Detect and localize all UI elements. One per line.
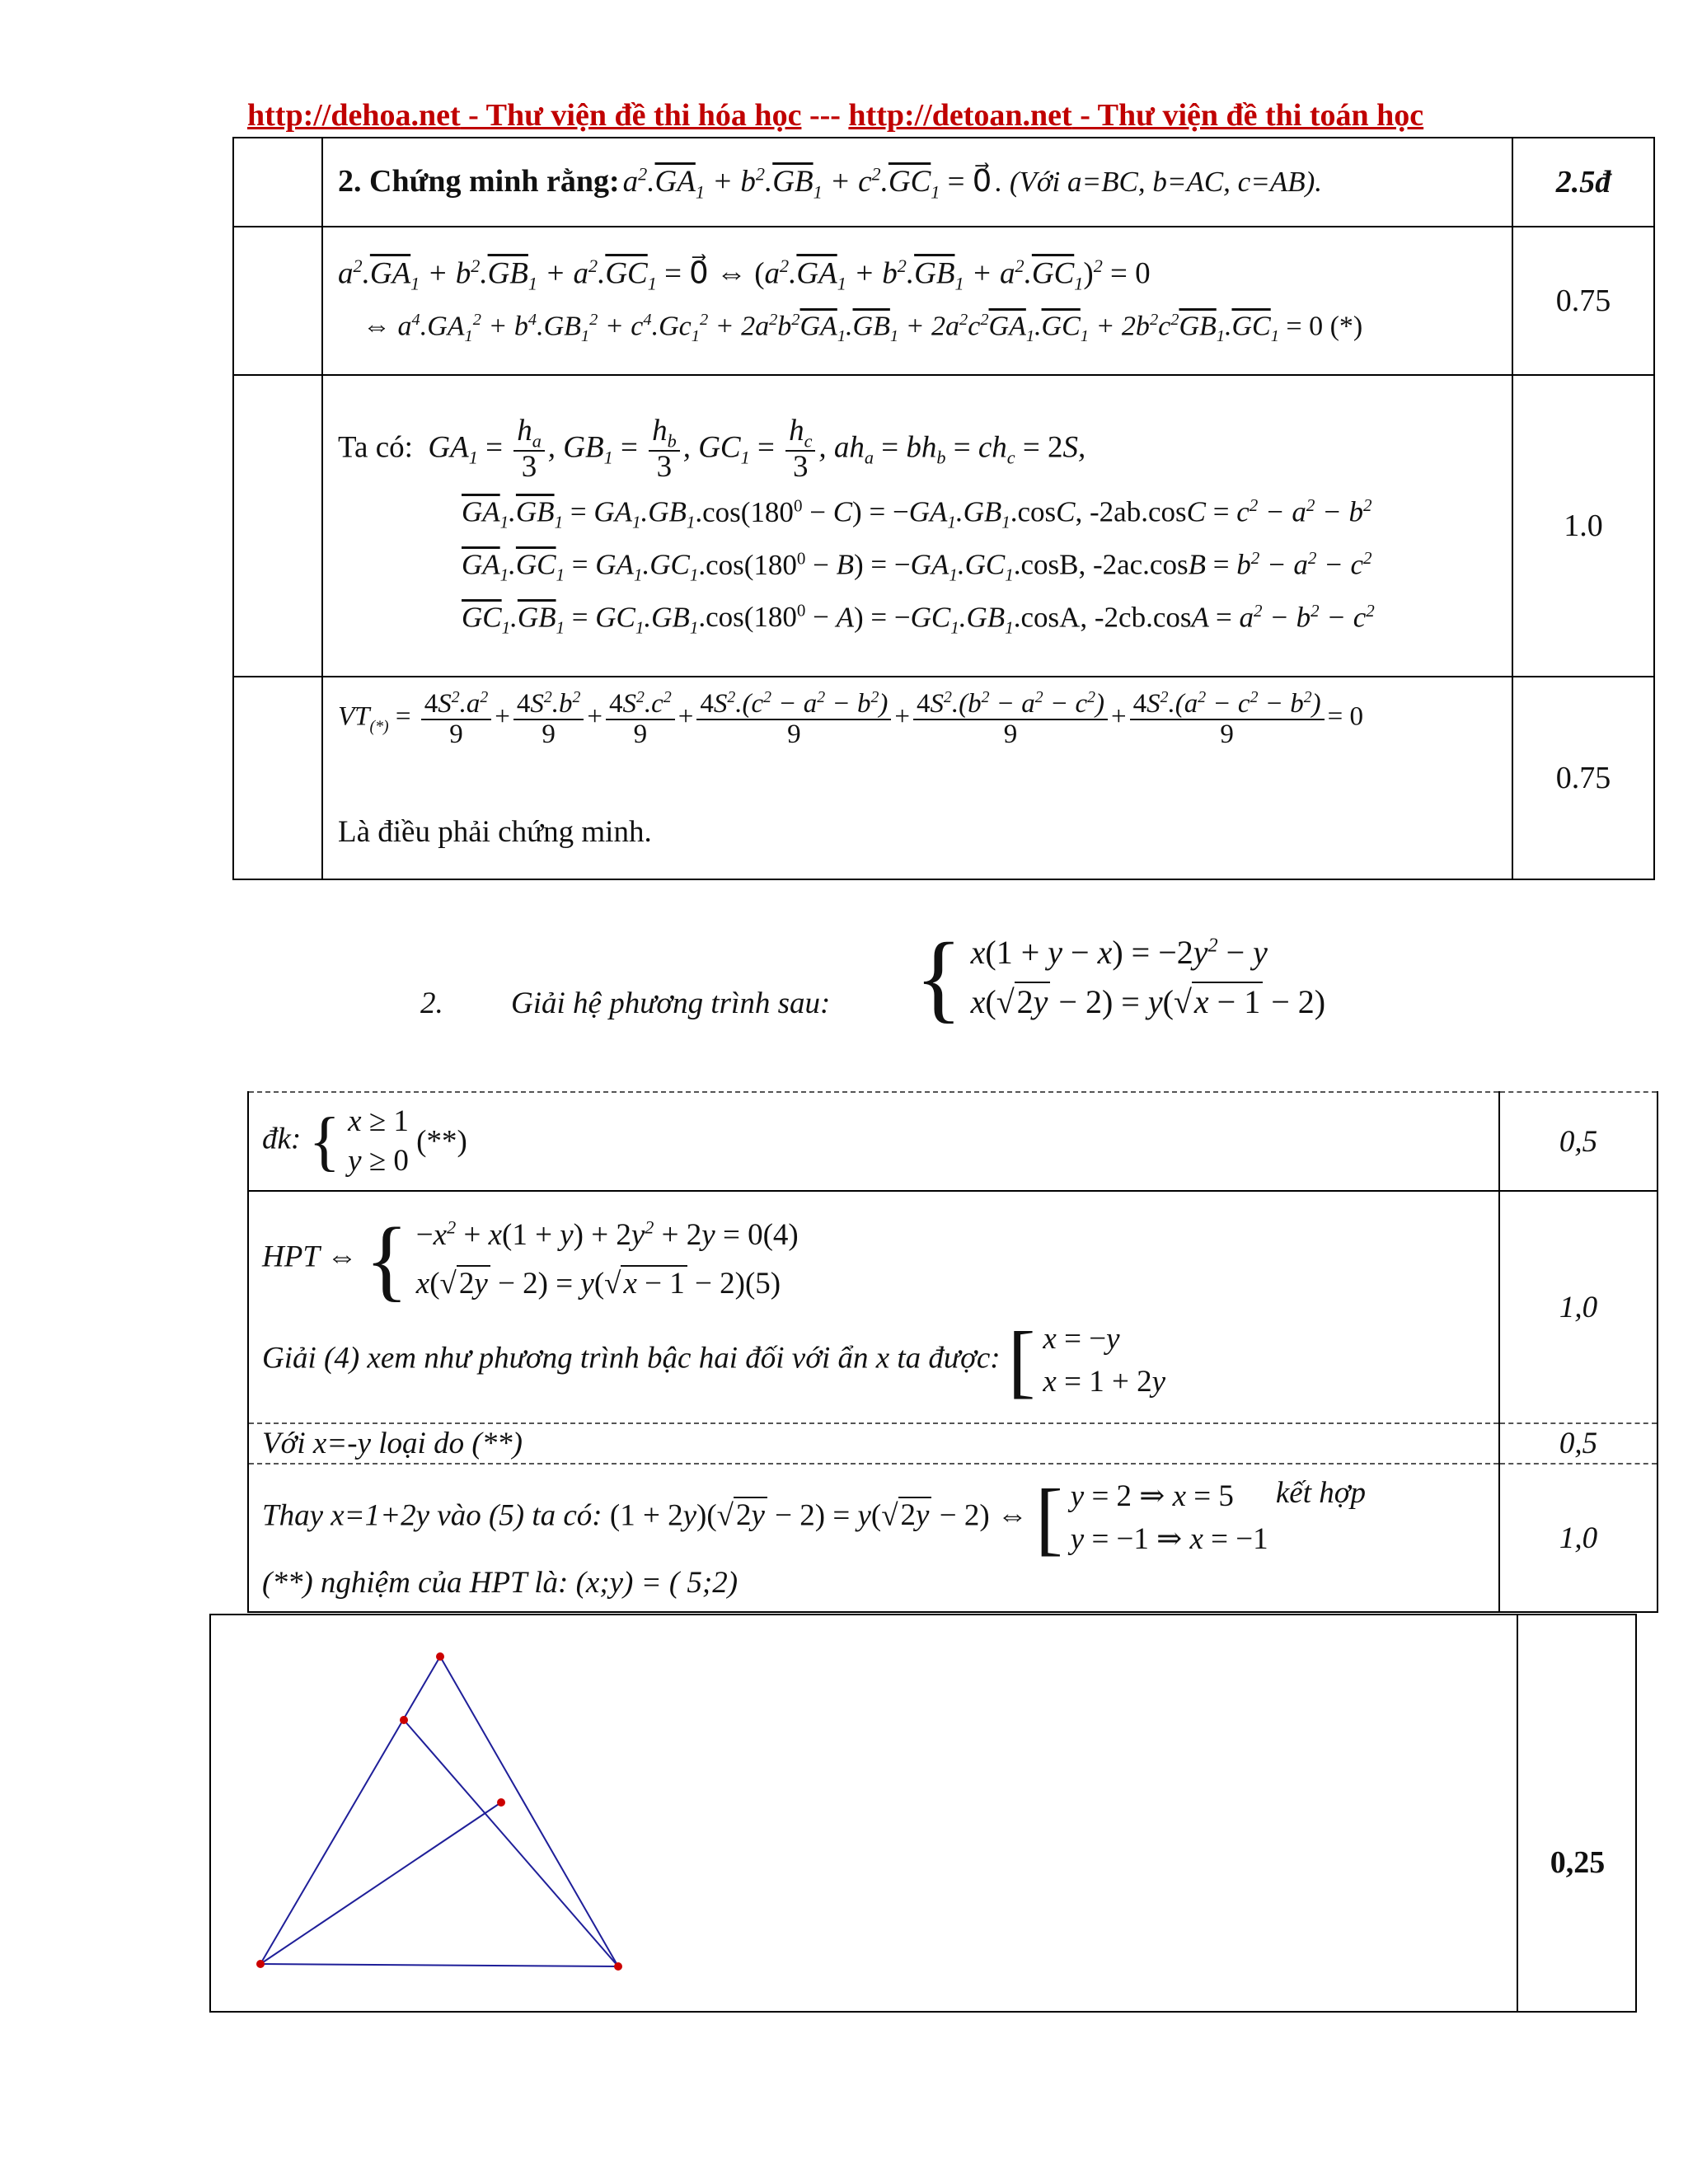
total-score: 2.5đ [1555,165,1611,199]
final-answer: (**) nghiệm của HPT là: (x;y) = ( 5;2) [262,1566,738,1601]
proof-title: 2. Chứng minh rằng: [338,163,620,199]
page-header [247,97,1423,134]
condition-row: đk: { x ≥ 1 y ≥ 0 (**) 0,5 [248,1092,1658,1191]
side-right [440,1657,618,1966]
figure-score: 0,25 [1550,1845,1606,1880]
proof-note: . (Với a=BC, b=AC, c=AB). [995,165,1323,198]
equation-1b: ⇔ $a^4.GA_1^2 + b^4.GB_1^2 + c^4.Gc_1^2 + 2a^2b^2\overline{GA}_1.\overline{GB}_1 + 2a^2c^2\overline{GA}_1.\overline{GC}_1 + 2b^2c^2\overline{GB}_1.\overline{GC}_1 = 0$ (*) [363,310,1363,345]
header-text-dehoa: - Thư viện đề thi hóa học [460,98,802,133]
header-text-detoan: - Thư viện đề thi toán học [1071,98,1424,133]
step-2-score: 1.0 [1512,375,1654,677]
triangle-figure [209,1614,1517,2013]
point-on-right-side [497,1798,505,1807]
equation-2c: $\overline{GA}_1.\overline{GC}_1 = GA_1.GC_1.\cos(180^0 - B) = -GA_1.GC_1.\cos B$, $-2ac.\cos B = b^2 - a^2 - c^2$ [462,547,1372,585]
ta-co-label: Ta có: [338,430,413,464]
vertex-top [436,1652,444,1661]
proof-step-2 [233,375,1654,677]
triangle-lines [260,1657,618,1966]
proof-table [232,137,1655,880]
substitute-row: Thay x=1+2y vào (5) ta có: (1 + 2y)(√2y − 2) = y(√2y − 2) ⇔ [ y = 2 ⇒ x = 5 y = −1 ⇒ x = −1 kết hợp (**) nghiệm của HPT là: (x;y) = ( 5;2) 1,0 [248,1464,1658,1612]
equation-3: $VT_{(*)}$ = $\frac{4S^2.a^2}{9}$ + $\frac{4S^2.b^2}{9}$ + $\frac{4S^2.c^2}{9}$ + $\frac{4S^2.(c^2 - a^2 - b^2)}{9}$ + $\frac{4S^2.(b^2 - a^2 - c^2)}{9}$ + $\frac{4S^2.(a^2 - c^2 - b^2)}{9}$ = 0 [338,688,1364,749]
hpt-label: HPT ⇔ [262,1240,358,1274]
equation-2a: Ta có: $GA_1$ = $\frac{h_a}{3}$ , $GB_1$ = $\frac{h_b}{3}$ , $GC_1$ = $\frac{h_c}{3}$ , $ah_a = bh_b = ch_c = 2S$, [338,413,1086,485]
condition-score: 0,5 [1499,1092,1658,1191]
reject-text: Với x=-y loại do (**) [248,1423,1499,1464]
combine-text: kết hợp [1275,1475,1366,1510]
equation-2d: $\overline{GC}_1.\overline{GB}_1 = GC_1.GB_1.\cos(180^0 - A) = -GC_1.GB_1.\cos A$, $-2cb.\cos A = a^2 - b^2 - c^2$ [462,600,1375,638]
proof-step-1 [233,227,1654,375]
header-link-detoan[interactable]: http://detoan.net [848,98,1072,133]
reject-row [248,1423,1658,1464]
step-3-score: 0.75 [1512,677,1654,879]
quadratic-step: Giải (4) xem như phương trình bậc hai đối với ẩn x ta được: [262,1341,1001,1376]
proof-statement: $a^2.\overline{GA}_1 + b^2.\overline{GB}_1 + c^2.\overline{GC}_1$ = 0⃗ [622,163,992,203]
figure-separator [1517,1614,1518,2013]
substitute-score: 1,0 [1499,1464,1658,1612]
vertex-bottom-right [614,1962,622,1971]
header-separator: --- [809,98,841,133]
cevian-from-right-vertex [404,1720,618,1966]
hpt-score: 1,0 [1499,1191,1658,1423]
problem-number: 2. [420,987,443,1020]
equation-2b: $\overline{GA}_1.\overline{GB}_1 = GA_1.GB_1.\cos(180^0 - C) = -GA_1.GB_1.\cos C$, $-2ab.\cos C = c^2 - a^2 - b^2$ [462,495,1372,532]
problem-prompt: Giải hệ phương trình sau: [511,987,831,1020]
point-on-left-side [400,1716,408,1724]
proof-title-row [233,138,1654,227]
hpt-row: HPT ⇔ { $-x^2 + x(1 + y) + 2y^2 + 2y = 0(4)$ x(√2y − 2) = y(√x − 1 − 2)(5) Giải (4) xem như phương trình bậc hai đối với ẩn x ta được: [ x = −y x = 1 + 2y 1,0 [248,1191,1658,1423]
proof-step-3 [233,677,1654,879]
side-left [260,1657,440,1964]
cevian-from-left-vertex [260,1802,501,1964]
step-1-score: 0.75 [1512,227,1654,375]
vertex-bottom-left [256,1960,265,1968]
condition-label: đk: [262,1122,302,1156]
proof-conclusion: Là điều phải chứng minh. [338,815,652,850]
triangle-points [256,1652,622,1971]
reject-score: 0,5 [1499,1423,1658,1464]
solution-table [247,1091,1658,1613]
header-link-dehoa[interactable]: http://dehoa.net [247,98,461,133]
problem-system: { $x(1 + y - x) = -2y^2 - y$ x(√2y − 2) = y(√x − 1 − 2) [915,922,1326,1032]
substitute-text: Thay x=1+2y vào (5) ta có: [262,1497,603,1532]
equation-1a: $a^2.\overline{GA}_1 + b^2.\overline{GB}_1 + a^2.\overline{GC}_1$ = 0⃗ ⇔ $(a^2.\overline{GA}_1 + b^2.\overline{GB}_1 + a^2.\overline{GC}_1)^2 = 0$ [338,255,1151,294]
side-base [260,1964,618,1966]
